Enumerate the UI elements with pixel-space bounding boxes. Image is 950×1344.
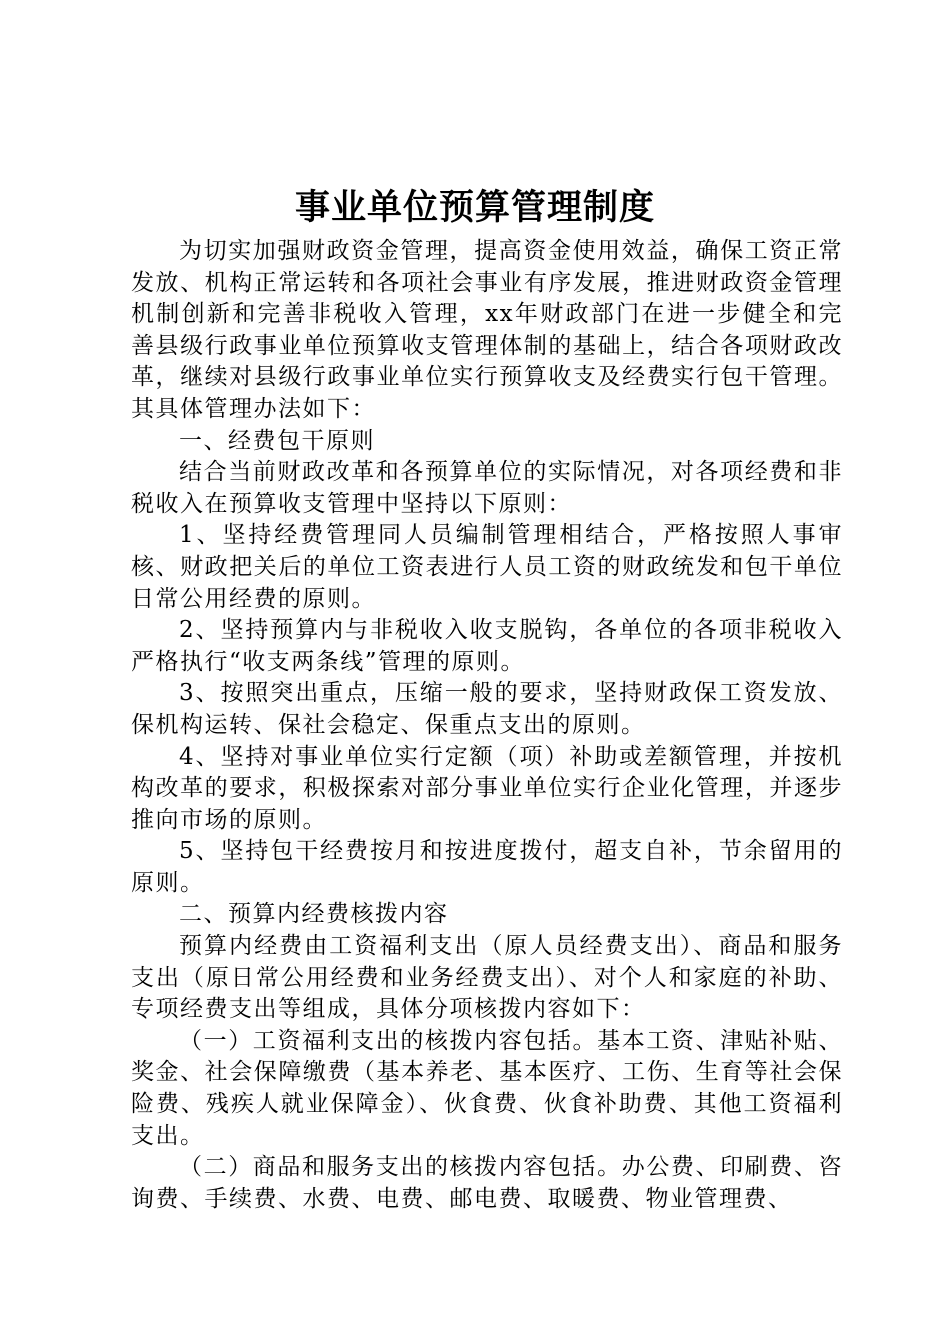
document-body bbox=[131, 236, 843, 1215]
principle-item-2: 2、坚持预算内与非税收入收支脱钩，各单位的各项非税收入严格执行“收支两条线”管理的原则。 bbox=[131, 617, 843, 675]
principle-item-5: 5、坚持包干经费按月和按进度拨付，超支自补，节余留用的原则。 bbox=[131, 838, 843, 896]
subsection-item-2: （二）商品和服务支出的核拨内容包括。办公费、印刷费、咨询费、手续费、水费、电费、邮电费、取暖费、物业管理费、 bbox=[131, 1154, 843, 1212]
principle-item-4: 4、坚持对事业单位实行定额（项）补助或差额管理，并按机构改革的要求，积极探索对部分事业单位实行企业化管理，并逐步推向市场的原则。 bbox=[131, 743, 843, 833]
document-title: 事业单位预算管理制度 bbox=[294, 187, 655, 228]
section-heading-1: 一、经费包干原则 bbox=[179, 427, 375, 454]
intro-paragraph: 为切实加强财政资金管理，提高资金使用效益，确保工资正常发放、机构正常运转和各项社会事业有序发展，推进财政资金管理机制创新和完善非税收入管理，xx年财政部门在进一步健全和完善县级行政事业单位预算收支管理体制的基础上，结合各项财政改革，继续对县级行政事业单位实行预算收支及经费实行包干管理。其具体管理办法如下： bbox=[131, 238, 843, 422]
subsection-item-1: （一）工资福利支出的核拨内容包括。基本工资、津贴补贴、奖金、社会保障缴费（基本养老、基本医疗、工伤、生育等社会保险费、残疾人就业保障金）、伙食费、伙食补助费、其他工资福利支出。 bbox=[131, 1027, 843, 1149]
section-heading-2: 二、预算内经费核拨内容 bbox=[179, 901, 449, 928]
principle-item-1: 1、坚持经费管理同人员编制管理相结合，严格按照人事审核、财政把关后的单位工资表进行人员工资的财政统发和包干单位日常公用经费的原则。 bbox=[131, 522, 843, 612]
paragraph: 预算内经费由工资福利支出（原人员经费支出）、商品和服务支出（原日常公用经费和业务经费支出）、对个人和家庭的补助、专项经费支出等组成，具体分项核拨内容如下： bbox=[131, 933, 843, 1023]
principle-item-3: 3、按照突出重点，压缩一般的要求，坚持财政保工资发放、保机构运转、保社会稳定、保重点支出的原则。 bbox=[131, 680, 843, 738]
paragraph: 结合当前财政改革和各预算单位的实际情况，对各项经费和非税收入在预算收支管理中坚持以下原则： bbox=[131, 459, 843, 517]
